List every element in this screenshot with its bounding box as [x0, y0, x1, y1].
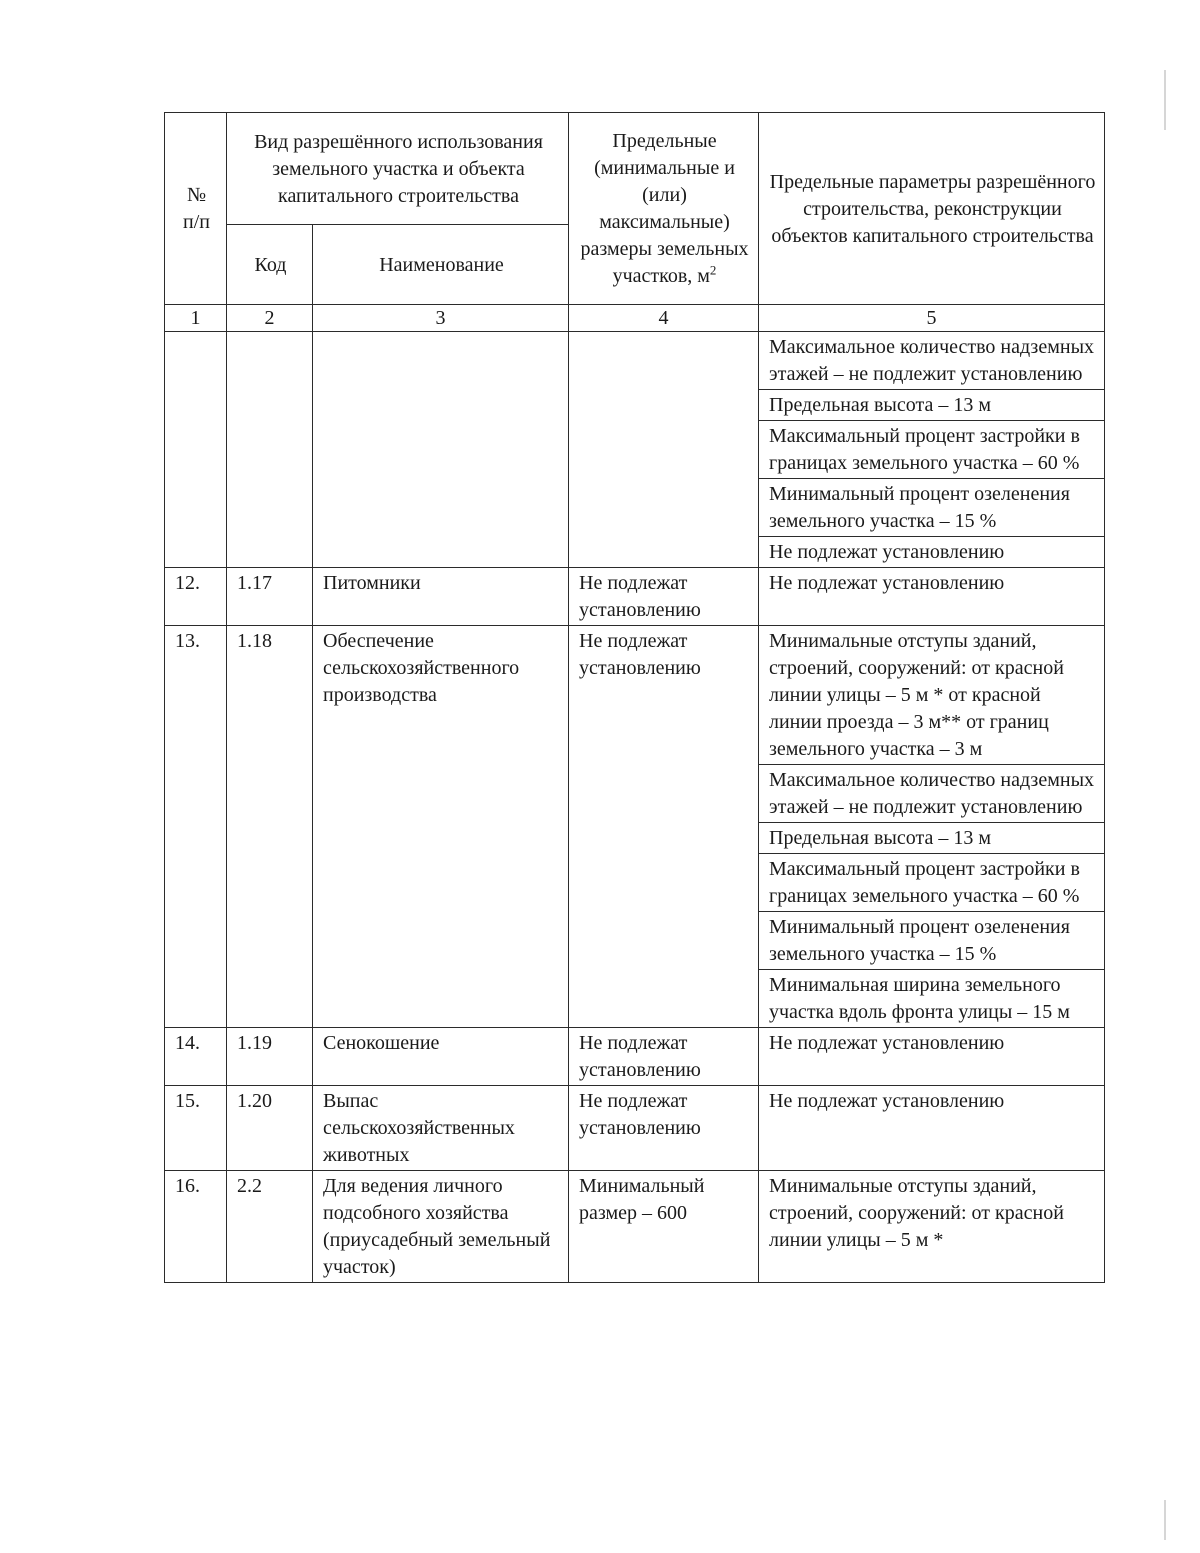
row-name: Выпас сельскохозяйственных животных — [313, 1086, 569, 1171]
row-code: 2.2 — [227, 1171, 313, 1283]
param-cell: Минимальная ширина земельного участка вдоль фронта улицы – 15 м — [759, 970, 1105, 1028]
row-size: Не подлежат установлению — [569, 1086, 759, 1171]
zoning-table — [164, 112, 1105, 1283]
table-row — [165, 568, 1105, 626]
param-cell: Максимальное количество надземных этажей – не подлежит установлению — [759, 765, 1105, 823]
column-number: 4 — [569, 305, 759, 332]
row-code: 1.20 — [227, 1086, 313, 1171]
header-code-label: Код — [254, 253, 287, 276]
header-params — [759, 113, 1105, 305]
param-cell: Минимальный процент озеленения земельного участка – 15 % — [759, 479, 1105, 537]
row-size-cell — [569, 332, 759, 568]
row-number: 12. — [165, 568, 227, 626]
param-cell: Минимальные отступы зданий, строений, сооружений: от красной линии улицы – 5 м * — [759, 1171, 1105, 1283]
scan-edge-mark — [1164, 1500, 1166, 1540]
row-name: Сенокошение — [313, 1028, 569, 1086]
row-size: Не подлежат установлению — [569, 626, 759, 1028]
table-header-row — [165, 113, 1105, 225]
header-number — [165, 113, 227, 305]
header-size — [569, 113, 759, 305]
header-code — [227, 225, 313, 305]
row-number: 14. — [165, 1028, 227, 1086]
header-number-label: № п/п — [183, 184, 210, 233]
param-cell: Предельная высота – 13 м — [759, 390, 1105, 421]
param-cell: Не подлежат установлению — [759, 537, 1105, 568]
table-row — [165, 332, 1105, 390]
header-name — [313, 225, 569, 305]
row-code: 1.17 — [227, 568, 313, 626]
column-number: 3 — [313, 305, 569, 332]
row-number-cell — [165, 332, 227, 568]
column-number: 5 — [759, 305, 1105, 332]
row-name: Обеспечение сельскохозяйственного производства — [313, 626, 569, 1028]
row-code-cell — [227, 332, 313, 568]
scan-edge-mark — [1164, 70, 1166, 130]
param-cell: Не подлежат установлению — [759, 1028, 1105, 1086]
header-size-label: Предельные (минимальные и (или) максимальные) размеры земельных участков, м — [580, 130, 749, 287]
param-cell: Не подлежат установлению — [759, 1086, 1105, 1171]
param-cell: Максимальный процент застройки в границах земельного участка – 60 % — [759, 854, 1105, 912]
row-size: Минимальный размер – 600 — [569, 1171, 759, 1283]
row-number: 16. — [165, 1171, 227, 1283]
row-size: Не подлежат установлению — [569, 1028, 759, 1086]
row-code: 1.18 — [227, 626, 313, 1028]
row-size: Не подлежат установлению — [569, 568, 759, 626]
row-code: 1.19 — [227, 1028, 313, 1086]
column-number: 2 — [227, 305, 313, 332]
table-row — [165, 1171, 1105, 1283]
column-number: 1 — [165, 305, 227, 332]
header-size-superscript: 2 — [709, 262, 717, 278]
param-cell: Не подлежат установлению — [759, 568, 1105, 626]
row-name: Питомники — [313, 568, 569, 626]
table-row — [165, 1028, 1105, 1086]
row-name: Для ведения личного подсобного хозяйства (приусадебный земельный участок) — [313, 1171, 569, 1283]
row-number: 13. — [165, 626, 227, 1028]
param-cell: Максимальное количество надземных этажей – не подлежит установлению — [759, 332, 1105, 390]
header-name-label: Наименование — [379, 253, 504, 276]
table-row — [165, 626, 1105, 765]
param-cell: Минимальный процент озеленения земельного участка – 15 % — [759, 912, 1105, 970]
header-kind — [227, 113, 569, 225]
row-name-cell — [313, 332, 569, 568]
param-cell: Предельная высота – 13 м — [759, 823, 1105, 854]
param-cell: Максимальный процент застройки в границах земельного участка – 60 % — [759, 421, 1105, 479]
param-cell: Минимальные отступы зданий, строений, сооружений: от красной линии улицы – 5 м * от красной линии проезда – 3 м** от границ земельного участка – 3 м — [759, 626, 1105, 765]
header-kind-label: Вид разрешённого использования земельного участка и объекта капитального строительства — [254, 130, 543, 207]
column-numbers-row — [165, 305, 1105, 332]
table-row — [165, 1086, 1105, 1171]
row-number: 15. — [165, 1086, 227, 1171]
header-params-label: Предельные параметры разрешённого строительства, реконструкции объектов капитального строительства — [769, 170, 1096, 247]
